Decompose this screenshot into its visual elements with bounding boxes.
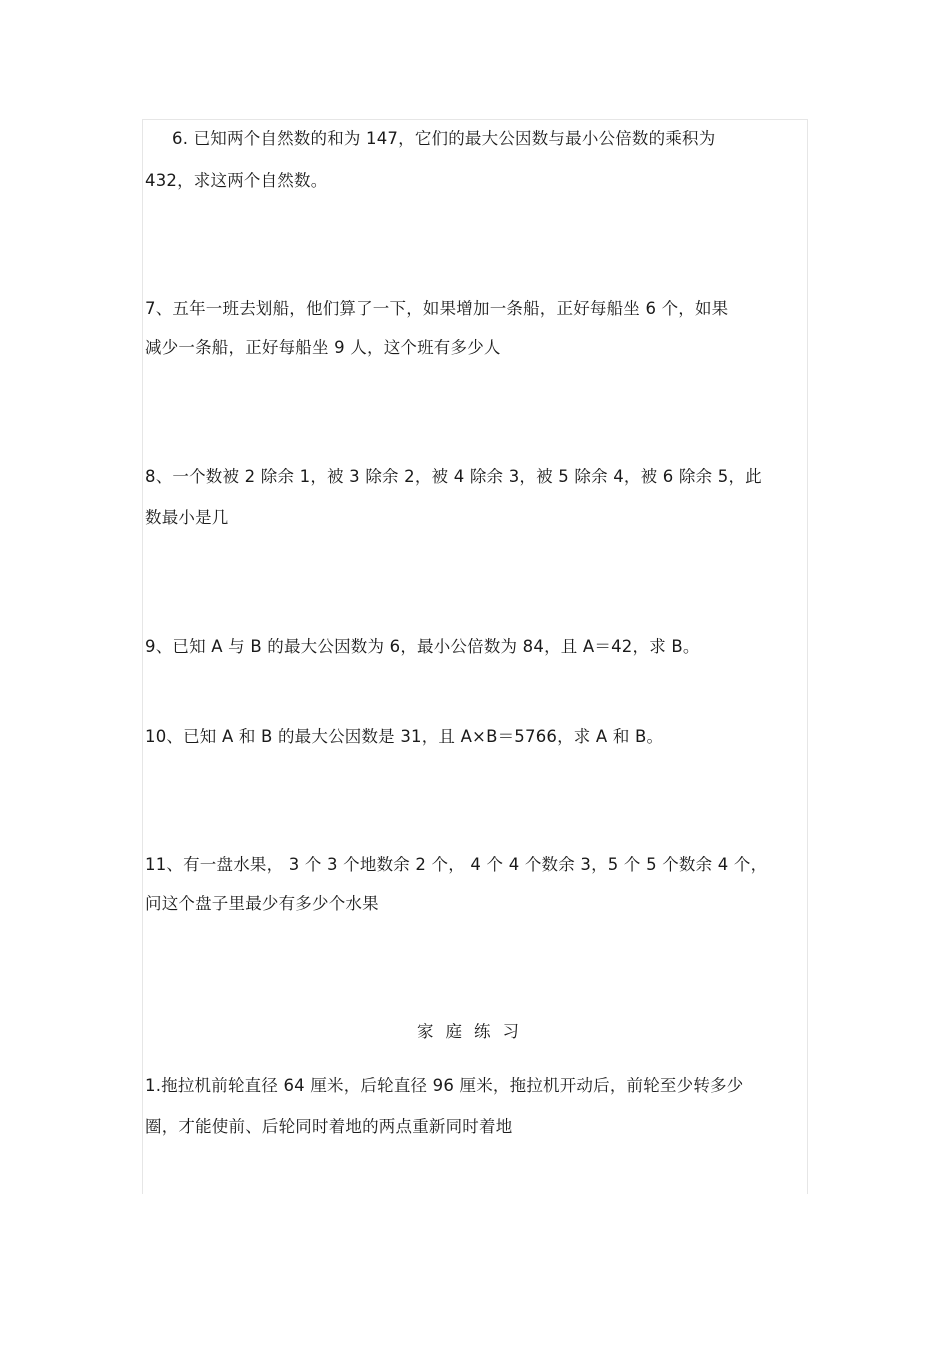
problem-6-line-1: 6. 已知两个自然数的和为 147，它们的最大公因数与最小公倍数的乘积为 (172, 129, 716, 148)
problem-7-line-2: 减少一条船，正好每船坐 9 人，这个班有多少人 (145, 338, 501, 357)
problem-6-line-2: 432，求这两个自然数。 (145, 171, 328, 190)
home-practice-1-line-1: 1.拖拉机前轮直径 64 厘米，后轮直径 96 厘米，拖拉机开动后，前轮至少转多少 (145, 1076, 744, 1095)
problem-11-line-2: 问这个盘子里最少有多少个水果 (145, 894, 379, 913)
problem-9-line-1: 9、已知 A 与 B 的最大公因数为 6，最小公倍数为 84，且 A＝42，求 B。 (145, 637, 700, 656)
home-practice-1-line-2: 圈，才能使前、后轮同时着地的两点重新同时着地 (145, 1117, 513, 1136)
problem-8-line-1: 8、一个数被 2 除余 1，被 3 除余 2，被 4 除余 3，被 5 除余 4，被 6 除余 5，此 (145, 467, 762, 486)
problem-7-line-1: 7、五年一班去划船，他们算了一下，如果增加一条船，正好每船坐 6 个，如果 (145, 299, 729, 318)
problem-11-line-1: 11、有一盘水果， 3 个 3 个地数余 2 个， 4 个 4 个数余 3，5 个 5 个数余 4 个， (145, 855, 768, 874)
problem-10-line-1: 10、已知 A 和 B 的最大公因数是 31，且 A×B＝5766，求 A 和 B。 (145, 727, 664, 746)
section-heading: 家庭练习 (417, 1022, 531, 1041)
problem-8-line-2: 数最小是几 (145, 508, 229, 527)
